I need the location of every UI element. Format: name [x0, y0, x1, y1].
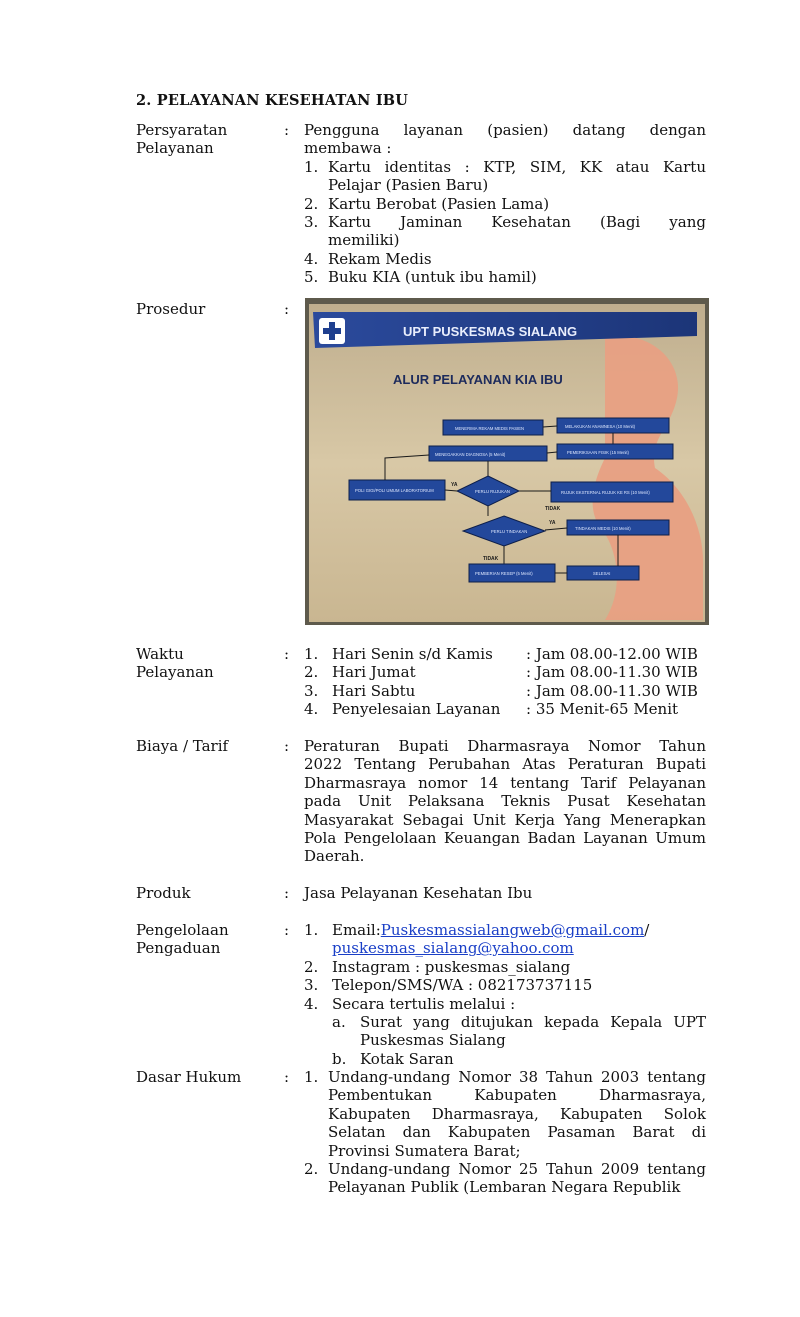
node-label: TINDAKAN MEDIS (10 Menit) — [575, 526, 631, 531]
schedule-row — [304, 645, 706, 663]
item-number: 2. — [304, 957, 319, 976]
schedule-day: Hari Sabtu — [332, 681, 416, 700]
label-line: Pelayanan — [136, 139, 214, 158]
value-persyaratan — [304, 121, 706, 287]
item-number: 4. — [304, 994, 319, 1013]
text-line: Pelayanan Publik (Lembaran Negara Republik — [328, 1178, 681, 1197]
row-number: 2. — [304, 663, 319, 682]
list-item — [304, 268, 706, 286]
text-line: Selatan dan Kabupaten Pasaman Barat di — [328, 1123, 706, 1142]
list-item — [304, 958, 706, 976]
schedule-time: : Jam 08.00-11.30 WIB — [526, 681, 698, 700]
list-item — [304, 158, 706, 195]
item-text: Rekam Medis — [328, 249, 432, 268]
colon: : — [284, 300, 290, 318]
complaint-list — [304, 921, 706, 1068]
schedule-day: Penyelesaian Layanan — [332, 700, 501, 719]
text-line: Undang-undang Nomor 38 Tahun 2003 tentang — [328, 1068, 706, 1086]
label-persyaratan — [136, 121, 276, 158]
item-text: memiliki) — [328, 231, 400, 250]
colon: : — [284, 737, 290, 755]
legal-list — [304, 1068, 706, 1197]
list-item — [304, 921, 706, 958]
item-text: Kartu Jaminan Kesehatan (Bagi yang — [328, 213, 706, 232]
node-label: RUJUK EKSTERNAL RUJUK KE RS (10 Menit) — [561, 490, 650, 495]
list-item — [304, 1160, 706, 1197]
text-line: pada Unit Pelaksana Teknis Pusat Kesehatan — [304, 792, 706, 811]
value-waktu — [304, 645, 706, 719]
item-number: 2. — [304, 194, 319, 213]
email-link-yahoo[interactable]: puskesmas_sialang@yahoo.com — [332, 939, 574, 958]
email-line — [332, 921, 706, 939]
node-label: MENERIMA REKAM MEDIS PASIEN — [455, 426, 525, 431]
label-line: Pengelolaan — [136, 921, 229, 939]
colon: : — [284, 1068, 290, 1086]
label-dasar-hukum: Dasar Hukum — [136, 1068, 242, 1086]
label-line: Waktu — [136, 645, 184, 663]
list-item — [304, 213, 706, 250]
text-line: Pola Pengelolaan Keuangan Badan Layanan Umum — [304, 829, 706, 848]
text-line: 2022 Tentang Perubahan Atas Peraturan Bupati — [304, 755, 706, 774]
item-number: 3. — [304, 976, 319, 995]
node-label: PEMBERIAN RESEP (5 Menit) — [475, 571, 533, 576]
node-label: PEMERIKSAAN FISIK (15 Menit) — [567, 450, 629, 455]
item-number: 3. — [304, 213, 319, 232]
schedule-time: : Jam 08.00-12.00 WIB — [526, 645, 698, 663]
text-line: Masyarakat Sebagai Unit Kerja Yang Menerapkan — [304, 810, 706, 829]
item-text: Buku KIA (untuk ibu hamil) — [328, 268, 537, 287]
label-line: Pengaduan — [136, 939, 221, 958]
section-title: 2. PELAYANAN KESEHATAN IBU — [136, 92, 409, 109]
node-label: POLI GIGI/POLI UMUM LABORATORIUM — [355, 488, 434, 493]
item-number: 2. — [304, 1160, 319, 1179]
text-line: Undang-undang Nomor 25 Tahun 2009 tentang — [328, 1160, 706, 1179]
node-label: PERLU RUJUKAN — [475, 489, 510, 494]
item-number: 1. — [304, 157, 319, 176]
schedule-time: : 35 Menit-65 Menit — [526, 700, 679, 719]
item-text: Telepon/SMS/WA : 082173737115 — [332, 976, 593, 995]
row-number: 1. — [304, 645, 319, 663]
item-number: 5. — [304, 268, 319, 287]
schedule-time: : Jam 08.00-11.30 WIB — [526, 663, 698, 682]
item-text: Secara tertulis melalui : — [332, 994, 516, 1013]
label-produk: Produk — [136, 884, 191, 902]
email-prefix: Email: — [332, 921, 381, 939]
list-item — [304, 195, 706, 213]
label-pengaduan — [136, 921, 276, 958]
sub-item — [332, 1050, 706, 1068]
value-biaya — [304, 737, 706, 866]
colon: : — [284, 645, 290, 663]
sub-text: Puskesmas Sialang — [360, 1031, 506, 1050]
sub-item — [332, 1013, 706, 1050]
poster-header-text: UPT PUSKESMAS SIALANG — [403, 324, 578, 339]
email-link-gmail[interactable]: Puskesmassialangweb@gmail.com — [380, 921, 645, 939]
value-produk: Jasa Pelayanan Kesehatan Ibu — [304, 884, 533, 902]
colon: : — [284, 121, 290, 139]
sub-text: Surat yang ditujukan kepada Kepala UPT — [360, 1013, 706, 1032]
node-label: MENEGAKKAN DIAGNOSA (5 Menit) — [435, 452, 506, 457]
node-label: MELAKUKAN ANAMNESA (10 Menit) — [565, 424, 636, 429]
requirements-list — [304, 158, 706, 287]
text-line: Peraturan Bupati Dharmasraya Nomor Tahun — [304, 737, 706, 755]
item-number: 1. — [304, 1068, 319, 1086]
item-text: Kartu Berobat (Pasien Lama) — [328, 194, 550, 213]
item-number: 1. — [304, 921, 319, 939]
value-pengaduan — [304, 921, 706, 1068]
list-item — [304, 1068, 706, 1160]
text-line: Dharmasraya nomor 14 tentang Tarif Pelayanan — [304, 773, 706, 792]
label-prosedur: Prosedur — [136, 300, 206, 318]
label-biaya: Biaya / Tarif — [136, 737, 229, 755]
schedule-row — [304, 682, 706, 700]
item-text: Instagram : puskesmas_sialang — [332, 957, 571, 976]
label-line: Persyaratan — [136, 121, 228, 139]
value-dasar-hukum — [304, 1068, 706, 1197]
row-number: 3. — [304, 681, 319, 700]
list-item — [304, 995, 706, 1069]
text-line: Daerah. — [304, 847, 365, 866]
label-ya: YA — [549, 520, 556, 526]
colon: : — [284, 884, 290, 902]
node-label: SELESAI — [593, 571, 611, 576]
intro-line: membawa : — [304, 139, 392, 158]
text-line: Kabupaten Dharmasraya, Kabupaten Solok — [328, 1104, 706, 1123]
text-line: Provinsi Sumatera Barat; — [328, 1141, 521, 1160]
node-label: PERLU TINDAKAN — [491, 529, 528, 534]
poster-title: ALUR PELAYANAN KIA IBU — [393, 372, 563, 387]
label-ya: YA — [451, 482, 458, 488]
item-number: 4. — [304, 249, 319, 268]
schedule-row — [304, 700, 706, 718]
text-line: Pembentukan Kabupaten Dharmasraya, — [328, 1086, 706, 1105]
item-text: Kartu identitas : KTP, SIM, KK atau Kartu — [328, 157, 706, 176]
item-text: Pelajar (Pasien Baru) — [328, 176, 489, 195]
list-item — [304, 976, 706, 994]
sub-letter: a. — [332, 1013, 346, 1032]
label-line: Pelayanan — [136, 663, 214, 682]
intro-line: Pengguna layanan (pasien) datang dengan — [304, 121, 706, 139]
email-separator: / — [644, 921, 650, 939]
label-tidak: TIDAK — [483, 556, 499, 562]
list-item — [304, 250, 706, 268]
procedure-poster-photo — [305, 298, 709, 625]
poster-graphic — [305, 298, 709, 625]
label-waktu — [136, 645, 276, 682]
row-number: 4. — [304, 700, 319, 719]
schedule-day: Hari Jumat — [332, 663, 416, 682]
sub-letter: b. — [332, 1049, 347, 1068]
schedule-row — [304, 663, 706, 681]
sub-text: Kotak Saran — [360, 1049, 454, 1068]
schedule-day: Hari Senin s/d Kamis — [332, 645, 493, 663]
colon: : — [284, 921, 290, 939]
label-tidak: TIDAK — [545, 506, 561, 512]
